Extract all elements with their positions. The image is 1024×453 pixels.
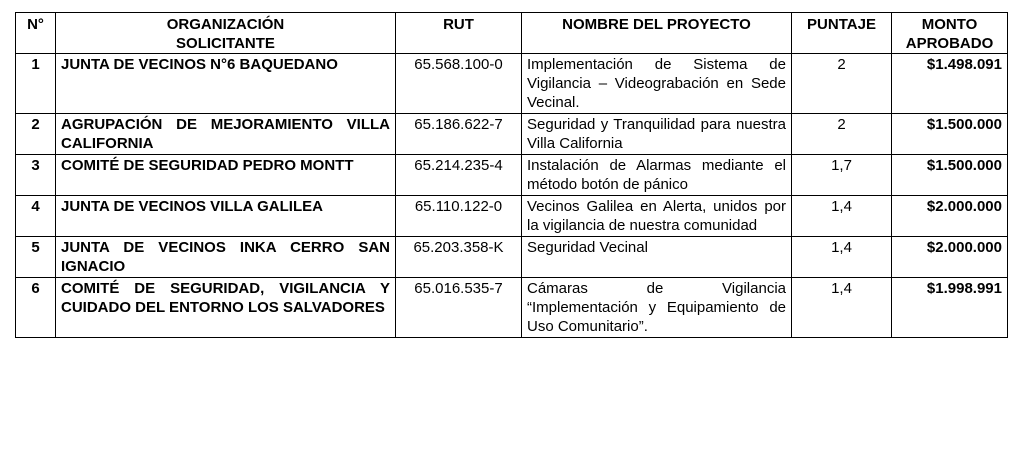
header-number: N° [16,13,56,54]
table-row [16,114,1008,155]
header-organization-line1: ORGANIZACIÓN [166,16,285,33]
row-amount: $1.500.000 [892,114,1008,155]
row-amount: $2.000.000 [892,196,1008,237]
row-amount: $1.998.991 [892,278,1008,338]
row-number: 6 [16,278,56,338]
header-project: NOMBRE DEL PROYECTO [522,13,792,54]
row-score: 1,4 [792,278,892,338]
row-rut: 65.016.535-7 [396,278,522,338]
row-rut: 65.186.622-7 [396,114,522,155]
row-project: Seguridad Vecinal [522,237,792,278]
row-organization: JUNTA DE VECINOS N°6 BAQUEDANO [56,54,396,114]
header-organization-line2: SOLICITANTE [176,35,275,52]
header-amount-line2: APROBADO [905,35,994,52]
table-header-row [16,13,1008,54]
row-number: 1 [16,54,56,114]
row-organization: COMITÉ DE SEGURIDAD, VIGILANCIA Y CUIDADO DEL ENTORNO LOS SALVADORES [56,278,396,338]
row-rut: 65.203.358-K [396,237,522,278]
row-organization: JUNTA DE VECINOS VILLA GALILEA [56,196,396,237]
row-score: 2 [792,114,892,155]
row-score: 1,4 [792,196,892,237]
row-organization: COMITÉ DE SEGURIDAD PEDRO MONTT [56,155,396,196]
header-amount-line1: MONTO [921,16,978,33]
header-rut: RUT [396,13,522,54]
header-amount [892,13,1008,54]
table-row [16,237,1008,278]
row-organization: AGRUPACIÓN DE MEJORAMIENTO VILLA CALIFORNIA [56,114,396,155]
approved-projects-table [15,12,1008,338]
row-rut: 65.110.122-0 [396,196,522,237]
row-number: 3 [16,155,56,196]
row-project: Seguridad y Tranquilidad para nuestra Villa California [522,114,792,155]
row-rut: 65.568.100-0 [396,54,522,114]
table-row [16,155,1008,196]
row-score: 2 [792,54,892,114]
row-project: Vecinos Galilea en Alerta, unidos por la vigilancia de nuestra comunidad [522,196,792,237]
row-score: 1,4 [792,237,892,278]
table-row [16,54,1008,114]
row-project: Instalación de Alarmas mediante el método botón de pánico [522,155,792,196]
header-organization [56,13,396,54]
row-amount: $2.000.000 [892,237,1008,278]
row-project: Implementación de Sistema de Vigilancia – Videograbación en Sede Vecinal. [522,54,792,114]
header-score: PUNTAJE [792,13,892,54]
row-number: 5 [16,237,56,278]
table-row [16,278,1008,338]
row-amount: $1.498.091 [892,54,1008,114]
row-amount: $1.500.000 [892,155,1008,196]
row-organization: JUNTA DE VECINOS INKA CERRO SAN IGNACIO [56,237,396,278]
row-number: 4 [16,196,56,237]
row-number: 2 [16,114,56,155]
row-project: Cámaras de Vigilancia “Implementación y Equipamiento de Uso Comunitario”. [522,278,792,338]
row-score: 1,7 [792,155,892,196]
row-rut: 65.214.235-4 [396,155,522,196]
table-row [16,196,1008,237]
